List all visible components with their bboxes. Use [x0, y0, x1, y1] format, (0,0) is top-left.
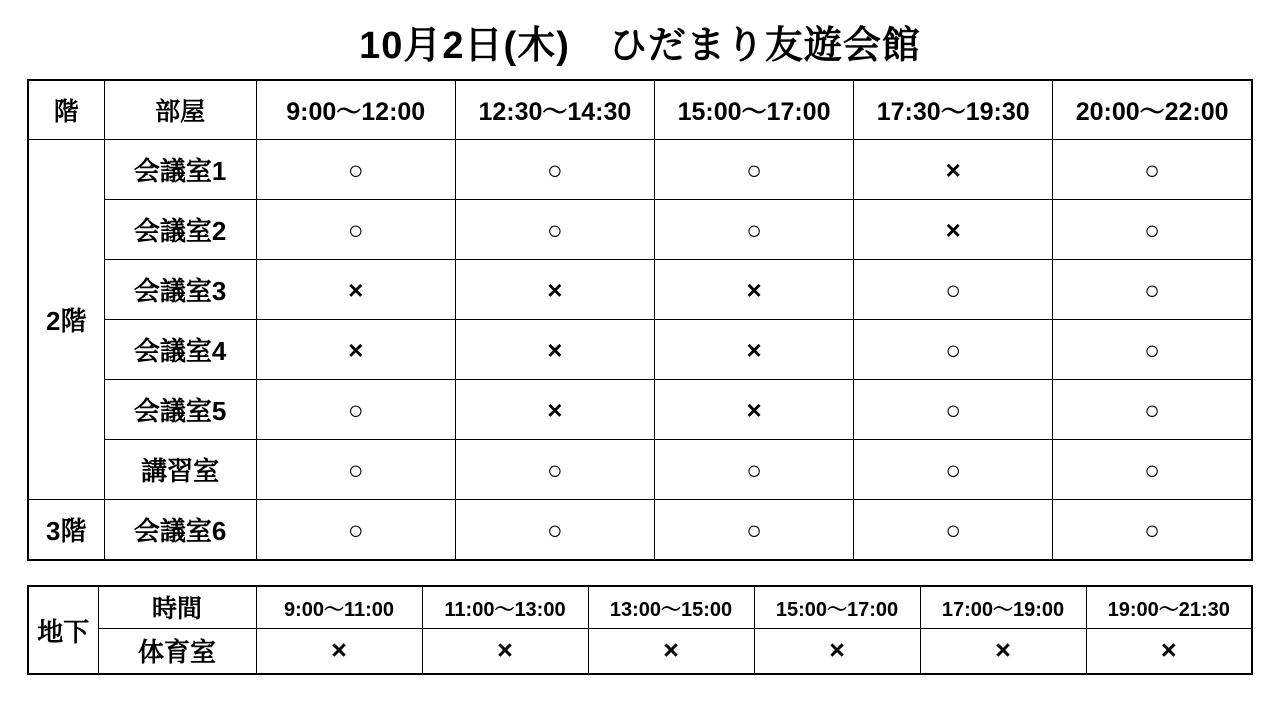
availability-cell: ×: [588, 628, 754, 674]
availability-cell: ×: [854, 140, 1053, 200]
availability-cell: ○: [1053, 140, 1252, 200]
header-floor: 階: [28, 80, 104, 140]
basement-header-slot-3: 13:00〜15:00: [588, 586, 754, 628]
header-slot-5: 20:00〜22:00: [1053, 80, 1252, 140]
availability-cell: ○: [455, 140, 654, 200]
basement-header-slot-4: 15:00〜17:00: [754, 586, 920, 628]
availability-table: [27, 79, 1253, 561]
availability-cell: ○: [854, 380, 1053, 440]
availability-cell: ×: [854, 200, 1053, 260]
table-body: [28, 140, 1252, 561]
availability-cell: ×: [256, 260, 455, 320]
table-row: [28, 200, 1252, 260]
availability-cell: ○: [256, 380, 455, 440]
room-label: 会議室5: [104, 380, 256, 440]
availability-cell: ×: [455, 260, 654, 320]
availability-cell: ○: [1053, 440, 1252, 500]
header-room: 部屋: [104, 80, 256, 140]
floor-label-2f: 2階: [28, 140, 104, 500]
availability-cell: ○: [455, 440, 654, 500]
table-header: [28, 80, 1252, 140]
availability-cell: ○: [1053, 500, 1252, 561]
availability-cell: ×: [754, 628, 920, 674]
room-label: 講習室: [104, 440, 256, 500]
basement-header-slot-6: 19:00〜21:30: [1086, 586, 1252, 628]
room-label: 会議室1: [104, 140, 256, 200]
table-row: [28, 140, 1252, 200]
availability-cell: ×: [422, 628, 588, 674]
availability-cell: ○: [854, 500, 1053, 561]
header-slot-4: 17:30〜19:30: [854, 80, 1053, 140]
availability-cell: ×: [455, 380, 654, 440]
availability-cell: ○: [1053, 260, 1252, 320]
room-label: 会議室4: [104, 320, 256, 380]
availability-cell: ×: [256, 320, 455, 380]
availability-cell: ×: [920, 628, 1086, 674]
table-row: [28, 440, 1252, 500]
availability-cell: ×: [654, 320, 853, 380]
table-row: [28, 320, 1252, 380]
availability-cell: ○: [1053, 200, 1252, 260]
availability-cell: ○: [654, 140, 853, 200]
availability-cell: ○: [1053, 380, 1252, 440]
basement-availability-table: [27, 585, 1253, 675]
basement-header-row: [28, 586, 1252, 628]
availability-cell: ○: [1053, 320, 1252, 380]
availability-cell: ○: [654, 500, 853, 561]
header-slot-2: 12:30〜14:30: [455, 80, 654, 140]
table-header-row: [28, 80, 1252, 140]
room-label: 体育室: [98, 628, 256, 674]
room-label: 会議室2: [104, 200, 256, 260]
floor-label-basement: 地下: [28, 586, 98, 674]
basement-table-row: [28, 628, 1252, 674]
header-slot-1: 9:00〜12:00: [256, 80, 455, 140]
availability-cell: ○: [455, 200, 654, 260]
table-row: [28, 500, 1252, 561]
availability-cell: ×: [455, 320, 654, 380]
basement-section: [27, 585, 1253, 675]
room-label: 会議室6: [104, 500, 256, 561]
availability-cell: ○: [654, 440, 853, 500]
availability-cell: ○: [256, 500, 455, 561]
availability-cell: ○: [854, 440, 1053, 500]
availability-cell: ×: [256, 628, 422, 674]
availability-cell: ×: [654, 260, 853, 320]
table-row: [28, 260, 1252, 320]
availability-cell: ○: [854, 320, 1053, 380]
availability-cell: ×: [654, 380, 853, 440]
header-slot-3: 15:00〜17:00: [654, 80, 853, 140]
basement-header-slot-2: 11:00〜13:00: [422, 586, 588, 628]
basement-header-slot-1: 9:00〜11:00: [256, 586, 422, 628]
availability-cell: ○: [854, 260, 1053, 320]
availability-cell: ○: [256, 440, 455, 500]
basement-table-body: [28, 586, 1252, 674]
availability-cell: ×: [1086, 628, 1252, 674]
header-time: 時間: [98, 586, 256, 628]
availability-cell: ○: [256, 140, 455, 200]
availability-cell: ○: [654, 200, 853, 260]
basement-header-slot-5: 17:00〜19:00: [920, 586, 1086, 628]
room-label: 会議室3: [104, 260, 256, 320]
table-row: [28, 380, 1252, 440]
page-title: 10月2日(木) ひだまり友遊会館: [359, 25, 921, 67]
availability-cell: ○: [256, 200, 455, 260]
floor-label-3f: 3階: [28, 500, 104, 561]
availability-cell: ○: [455, 500, 654, 561]
